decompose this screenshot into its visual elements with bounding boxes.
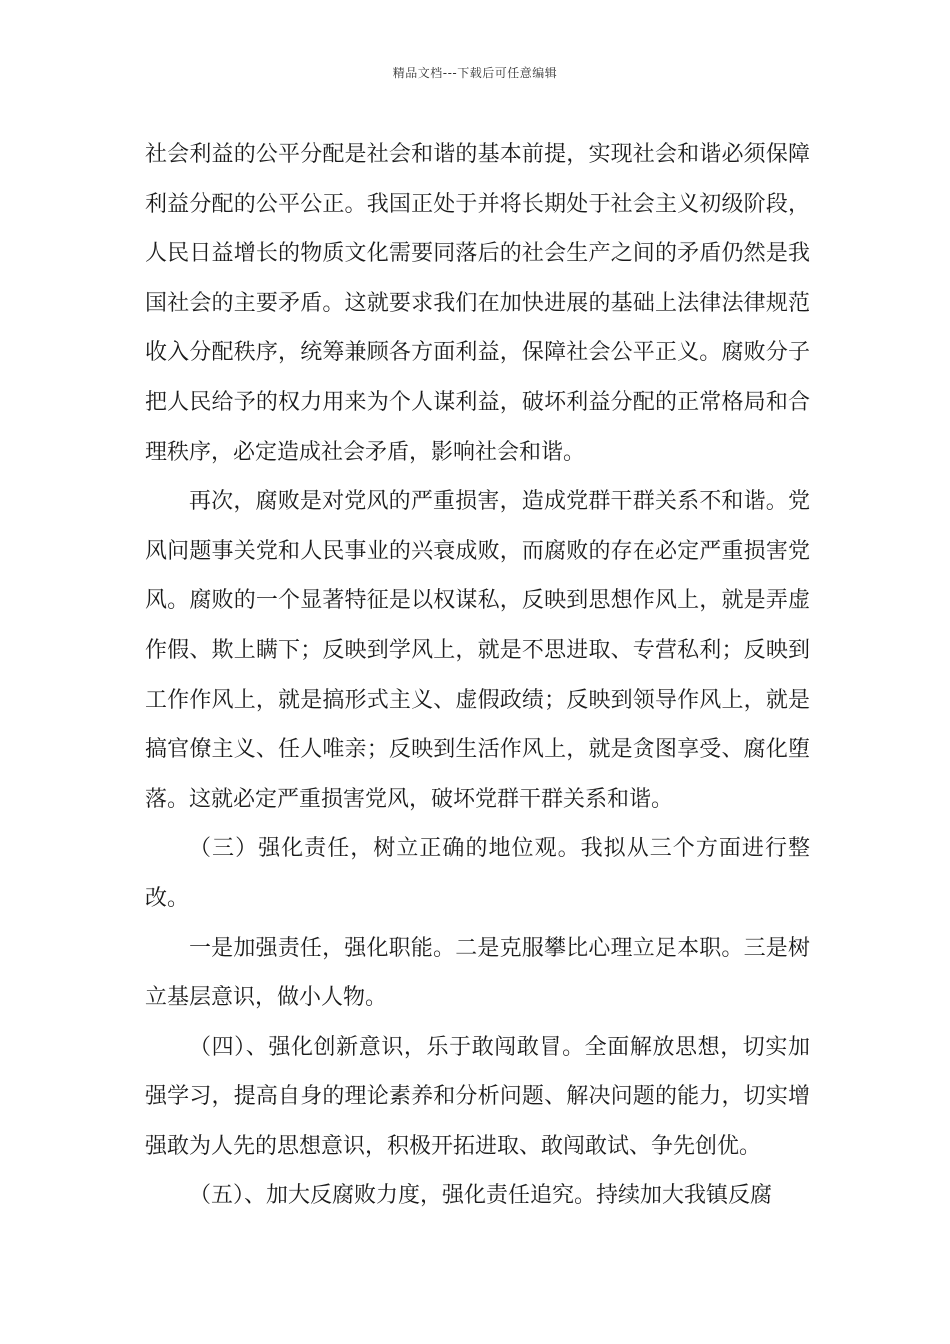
paragraph-2: 再次，腐败是对党风的严重损害，造成党群干群关系不和谐。党风问题事关党和人民事业的兴衰成败，而腐败的存在必定严重损害党风。腐败的一个显著特征是以权谋私，反映到思想作风上，就是弄虚作假、欺上瞒下；反映到学风上，就是不思进取、专营私利；反映到工作作风上，就是搞形式主义、虚假政绩；反映到领导作风上，就是搞官僚主义、任人唯亲；反映到生活作风上，就是贪图享受、腐化堕落。这就必定严重损害党风，破坏党群干群关系和谐。: [145, 489, 810, 812]
paragraph-5: （四）、强化创新意识，乐于敢闯敢冒。全面解放思想，切实加强学习，提高自身的理论素养和分析问题、解决问题的能力，切实增强敢为人先的思想意识，积极开拓进取、敢闯敢试、争先创优。: [145, 1034, 810, 1159]
paragraph-3: （三）强化责任，树立正确的地位观。我拟从三个方面进行整改。: [145, 836, 810, 911]
paragraph-4: 一是加强责任，强化职能。二是克服攀比心理立足本职。三是树立基层意识，做小人物。: [145, 935, 810, 1011]
paragraph-1: 社会利益的公平分配是社会和谐的基本前提，实现社会和谐必须保障利益分配的公平公正。我国正处于并将长期处于社会主义初级阶段，人民日益增长的物质文化需要同落后的社会生产之间的矛盾仍然是我国社会的主要矛盾。这就要求我们在加快进展的基础上法律法律规范收入分配秩序，统筹兼顾各方面利益，保障社会公平正义。腐败分子把人民给予的权力用来为个人谋利益，破坏利益分配的正常格局和合理秩序，必定造成社会矛盾，影响社会和谐。: [145, 142, 810, 465]
document-body: [145, 130, 810, 1221]
page-header: 精品文档---下载后可任意编辑: [392, 66, 558, 80]
paragraph-6: （五）、加大反腐败力度，强化责任追究。持续加大我镇反腐: [189, 1183, 773, 1209]
